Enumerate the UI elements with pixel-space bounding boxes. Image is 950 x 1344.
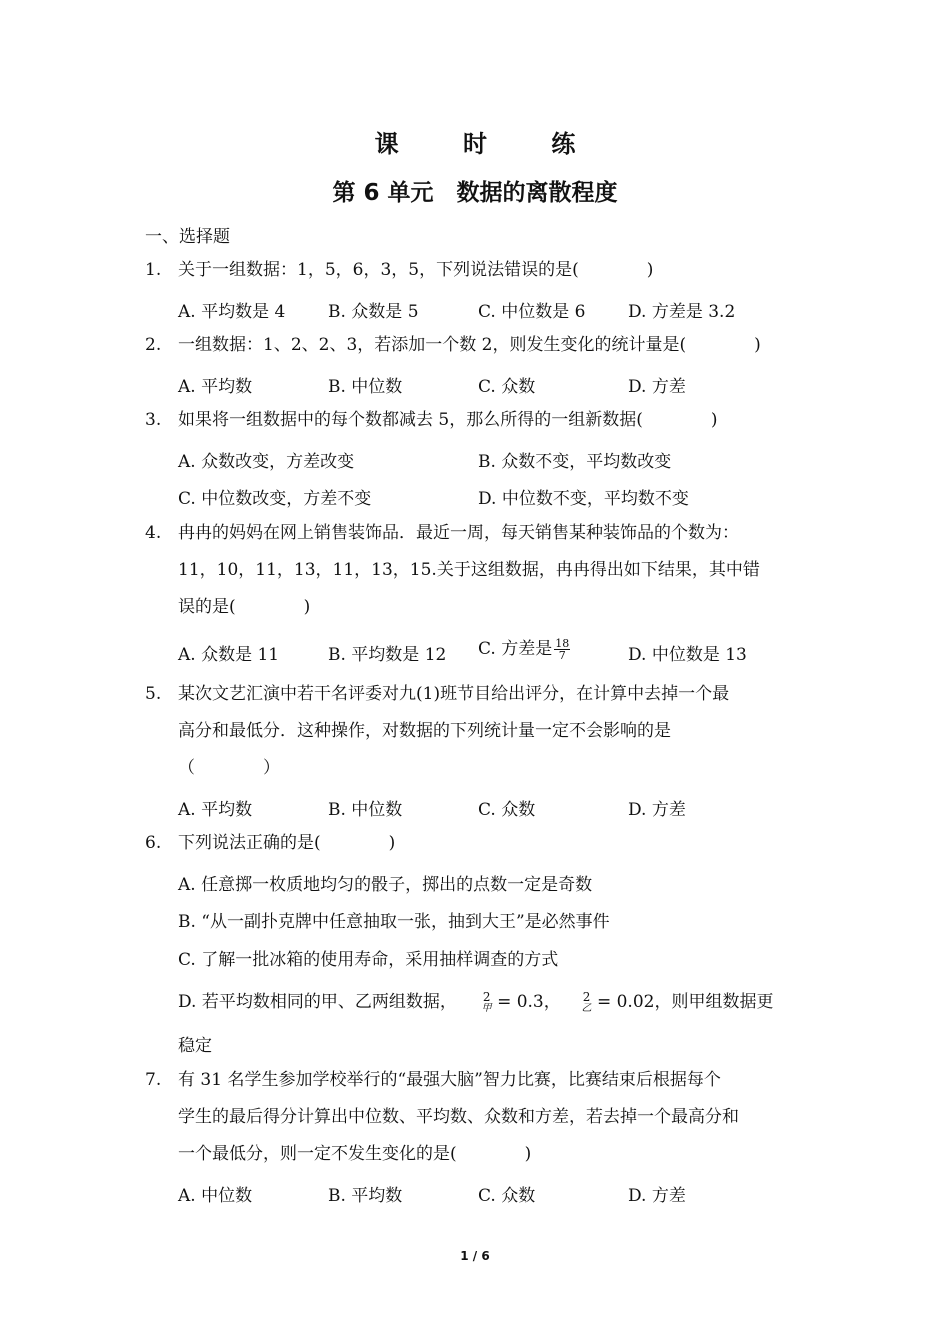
option-b: B. 平均数是 12 bbox=[328, 645, 447, 665]
option-c: C. 众数 bbox=[478, 1186, 536, 1206]
subscript: 乙 bbox=[581, 1002, 592, 1014]
variance-value-jia: = 0.3， bbox=[497, 992, 561, 1012]
option-a: A. 众数是 11 bbox=[178, 645, 280, 665]
option-a: A. 众数改变，方差改变 bbox=[178, 452, 355, 472]
question-text: 某次文艺汇演中若干名评委对九(1)班节目给出评分，在计算中去掉一个最 bbox=[178, 684, 730, 704]
question-number: 5. bbox=[145, 684, 162, 704]
section-heading: 一、选择题 bbox=[145, 227, 230, 247]
option-c bbox=[478, 634, 570, 664]
option-a: A. 平均数 bbox=[178, 377, 253, 397]
question-text: 有 31 名学生参加学校举行的“最强大脑”智力比赛，比赛结束后根据每个 bbox=[178, 1070, 721, 1090]
option-d: D. 方差 bbox=[628, 800, 686, 820]
variance-symbol-yi bbox=[582, 991, 592, 1015]
option-a: A. 任意掷一枚质地均匀的骰子，掷出的点数一定是奇数 bbox=[178, 875, 593, 895]
option-d-text: D. 若平均数相同的甲、乙两组数据， bbox=[178, 992, 457, 1012]
question-text: 误的是( ) bbox=[178, 597, 311, 617]
question-text: 学生的最后得分计算出中位数、平均数、众数和方差，若去掉一个最高分和 bbox=[178, 1107, 739, 1127]
superscript: 2 bbox=[482, 989, 491, 1004]
option-c: C. 众数 bbox=[478, 377, 536, 397]
option-d: D. 方差 bbox=[628, 1186, 686, 1206]
option-a: A. 中位数 bbox=[178, 1186, 253, 1206]
page-title: 课 时 练 bbox=[374, 130, 604, 158]
option-c-label: C. 方差是 bbox=[478, 639, 553, 659]
fraction bbox=[554, 638, 570, 661]
question-number: 2. bbox=[145, 335, 162, 355]
option-d: D. 中位数不变，平均数不变 bbox=[478, 489, 689, 509]
variance-symbol-jia bbox=[482, 991, 492, 1015]
option-d-continuation: 稳定 bbox=[178, 1036, 212, 1056]
option-a: A. 平均数是 4 bbox=[178, 302, 286, 322]
option-b: B. 众数不变，平均数改变 bbox=[478, 452, 672, 472]
option-b: B. “从一副扑克牌中任意抽取一张，抽到大王”是必然事件 bbox=[178, 912, 610, 932]
subscript: 甲 bbox=[481, 1002, 492, 1014]
question-text: 冉冉的妈妈在网上销售装饰品．最近一周，每天销售某种装饰品的个数为： bbox=[178, 523, 739, 543]
page-number: 1 / 6 bbox=[460, 1249, 490, 1263]
option-d: D. 方差是 3.2 bbox=[628, 302, 736, 322]
question-text: （ ） bbox=[178, 758, 280, 778]
option-b: B. 中位数 bbox=[328, 800, 403, 820]
option-d: D. 方差 bbox=[628, 377, 686, 397]
option-a: A. 平均数 bbox=[178, 800, 253, 820]
page-subtitle: 第 6 单元 数据的离散程度 bbox=[332, 180, 618, 206]
question-text: 高分和最低分．这种操作，对数据的下列统计量一定不会影响的是 bbox=[178, 721, 671, 741]
question-text: 如果将一组数据中的每个数都减去 5，那么所得的一组新数据( ) bbox=[178, 410, 718, 430]
option-d: D. 中位数是 13 bbox=[628, 645, 747, 665]
option-c: C. 众数 bbox=[478, 800, 536, 820]
option-c: C. 了解一批冰箱的使用寿命，采用抽样调查的方式 bbox=[178, 950, 559, 970]
fraction-numerator: 18 bbox=[555, 637, 570, 650]
question-text: 关于一组数据：1，5，6，3，5，下列说法错误的是( ) bbox=[178, 260, 654, 280]
variance-value-yi: = 0.02，则甲组数据更 bbox=[596, 992, 774, 1012]
superscript: 2 bbox=[582, 989, 591, 1004]
question-number: 1. bbox=[145, 260, 162, 280]
option-c: C. 中位数是 6 bbox=[478, 302, 586, 322]
option-c: C. 中位数改变，方差不变 bbox=[178, 489, 372, 509]
question-number: 4. bbox=[145, 523, 162, 543]
question-text: 下列说法正确的是( ) bbox=[178, 833, 396, 853]
question-text: 一组数据：1、2、2、3，若添加一个数 2，则发生变化的统计量是( ) bbox=[178, 335, 761, 355]
question-text: 一个最低分，则一定不发生变化的是( ) bbox=[178, 1144, 532, 1164]
question-number: 7. bbox=[145, 1070, 162, 1090]
question-number: 6. bbox=[145, 833, 162, 853]
question-number: 3. bbox=[145, 410, 162, 430]
option-b: B. 中位数 bbox=[328, 377, 403, 397]
option-b: B. 平均数 bbox=[328, 1186, 403, 1206]
question-text: 11，10，11，13，11，13，15.关于这组数据，冉冉得出如下结果，其中错 bbox=[178, 560, 760, 580]
fraction-denominator: 7 bbox=[558, 649, 566, 662]
option-d bbox=[178, 987, 773, 1015]
option-b: B. 众数是 5 bbox=[328, 302, 419, 322]
